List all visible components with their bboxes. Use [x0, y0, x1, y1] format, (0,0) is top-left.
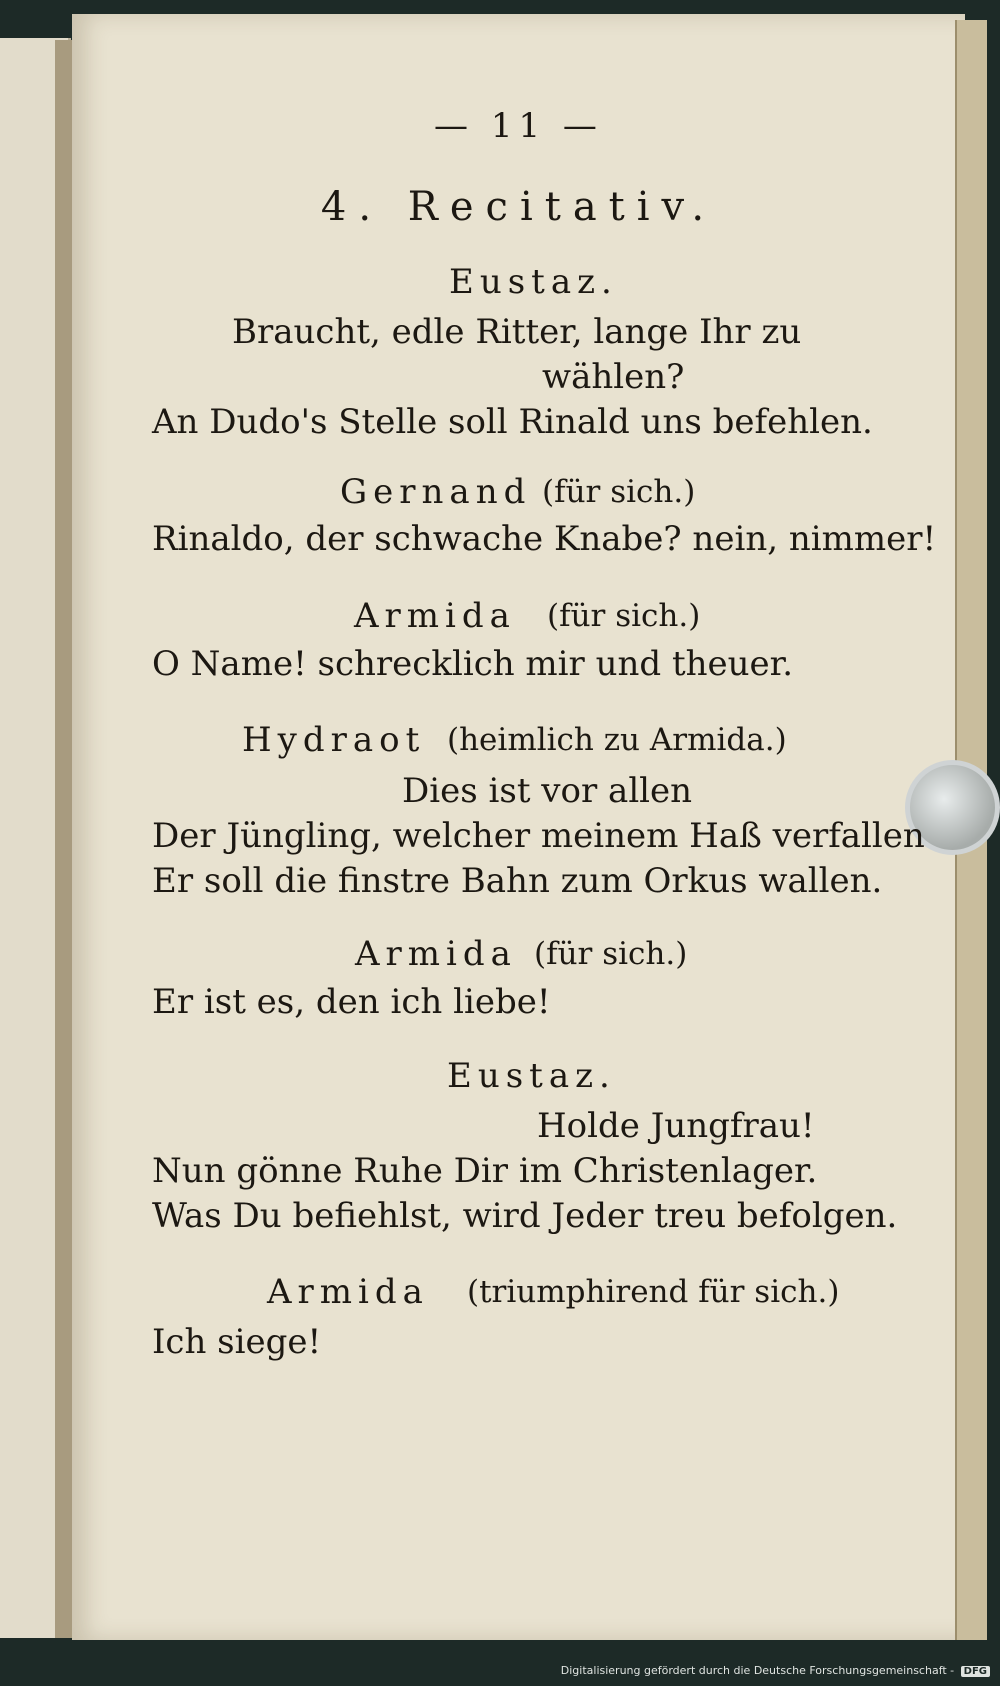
verse-line: Rinaldo, der schwache Knabe? nein, nimmer! [152, 519, 937, 559]
stage-direction: (triumphirend für sich.) [467, 1274, 840, 1310]
speaker-name: Armida [267, 1272, 429, 1312]
verse-line: Dies ist vor allen [402, 771, 693, 811]
page-number: — 11 — [434, 106, 603, 146]
verse-line: Er soll die finstre Bahn zum Orkus wallen. [152, 861, 883, 901]
speaker-name: Armida [354, 596, 516, 636]
digitization-credit [561, 1664, 990, 1677]
speaker-name: Gernand [340, 472, 532, 512]
dfg-logo: DFG [961, 1666, 990, 1677]
speaker-name: Eustaz. [447, 1056, 616, 1096]
stage-direction: (heimlich zu Armida.) [447, 722, 787, 758]
speaker-name: Hydraot [242, 720, 426, 760]
stage-direction: (für sich.) [542, 474, 696, 510]
verse-line: Nun gönne Ruhe Dir im Christenlager. [152, 1151, 818, 1191]
stage-direction: (für sich.) [534, 936, 688, 972]
verse-line: Ich siege! [152, 1322, 322, 1362]
verse-line: Holde Jungfrau! [537, 1106, 815, 1146]
credit-text: Digitalisierung gefördert durch die Deutsche Forschungsgemeinschaft - [560, 1664, 955, 1677]
verse-line: O Name! schrecklich mir und theuer. [152, 644, 794, 684]
stage-direction: (für sich.) [547, 598, 701, 634]
speaker-name: Armida [355, 934, 517, 974]
verse-line: wählen? [542, 357, 685, 397]
page-text [72, 14, 965, 1640]
verse-line: Der Jüngling, welcher meinem Haß verfallen [152, 816, 925, 856]
verse-line: Braucht, edle Ritter, lange Ihr zu [232, 312, 802, 352]
speaker-name: Eustaz. [449, 262, 618, 302]
verse-line: Was Du befiehlst, wird Jeder treu befolgen. [152, 1196, 898, 1236]
verse-line: An Dudo's Stelle soll Rinald uns befehlen. [152, 402, 873, 442]
verse-line: Er ist es, den ich liebe! [152, 982, 551, 1022]
section-title: 4. Recitativ. [320, 184, 717, 230]
